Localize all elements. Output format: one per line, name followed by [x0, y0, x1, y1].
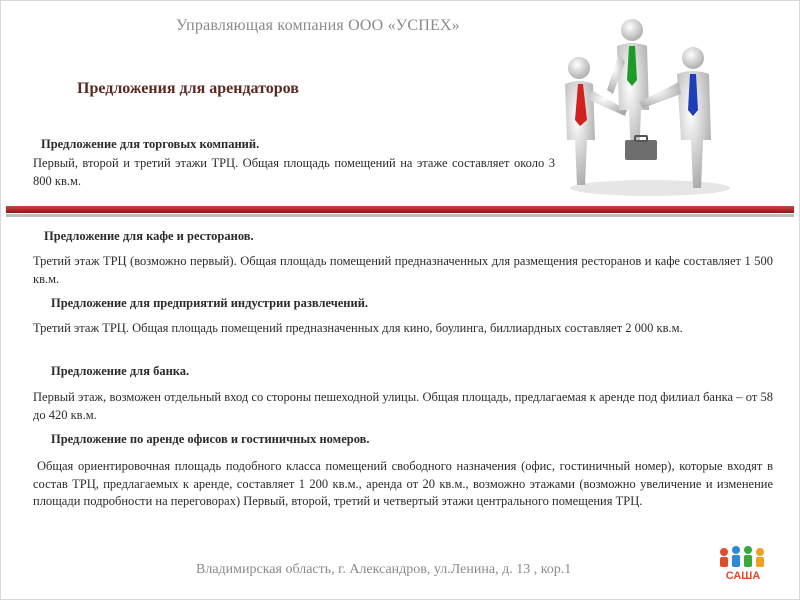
figure-center-icon [607, 19, 649, 160]
company-logo [712, 543, 776, 583]
section-text-cafe: Третий этаж ТРЦ (возможно первый). Общая площадь помещений предназначенных для размещения ресторанов и кафе составляет 1 500 кв.м. [33, 254, 773, 286]
section-heading-entertainment: Предложение для предприятий индустрии развлечений. [51, 296, 369, 310]
figure-right-icon [639, 47, 711, 188]
section-heading-cafe: Предложение для кафе и ресторанов. [44, 229, 254, 243]
footer-address: Владимирская область, г. Александров, ул.Ленина, д. 13 , кор.1 [196, 562, 572, 577]
section-heading-bank: Предложение для банка. [51, 364, 190, 378]
section-text-entertainment: Третий этаж ТРЦ. Общая площадь помещений предназначенных для кино, боулинга, биллиардных составляет 2 000 кв.м. [33, 321, 683, 335]
page-title: Предложения для арендаторов [77, 80, 299, 97]
company-name: Управляющая компания ООО «УСПЕХ» [176, 17, 460, 34]
section-text-offices: Общая ориентировочная площадь подобного класса помещений свободного назначения (офис, гостиничный номер), которые входят в состав ТРЦ, предлагаемых к аренде, составляет 1 200 кв.м., аренда от 20 кв.м., возможно этажами (возможно увеличение и изменение площади подробности на переговорах) Первый, второй, третий и четвертый этажи центрального помещения ТРЦ. [33, 459, 773, 508]
divider [6, 206, 794, 213]
section-heading-retail: Предложение для торговых компаний. [41, 137, 260, 151]
business-people-illustration [555, 10, 745, 200]
logo-text: САША [725, 570, 761, 582]
section-text-retail: Первый, второй и третий этажи ТРЦ. Общая площадь помещений на этаже составляет около 3 800 кв.м. [33, 156, 555, 188]
divider-shadow [6, 214, 794, 217]
section-heading-offices: Предложение по аренде офисов и гостиничных номеров. [51, 432, 370, 446]
section-text-bank: Первый этаж, возможен отдельный вход со стороны пешеходной улицы. Общая площадь, предлагаемая к аренде под филиал банка – от 58 до 420 кв.м. [33, 390, 773, 422]
briefcase-icon [625, 136, 657, 160]
